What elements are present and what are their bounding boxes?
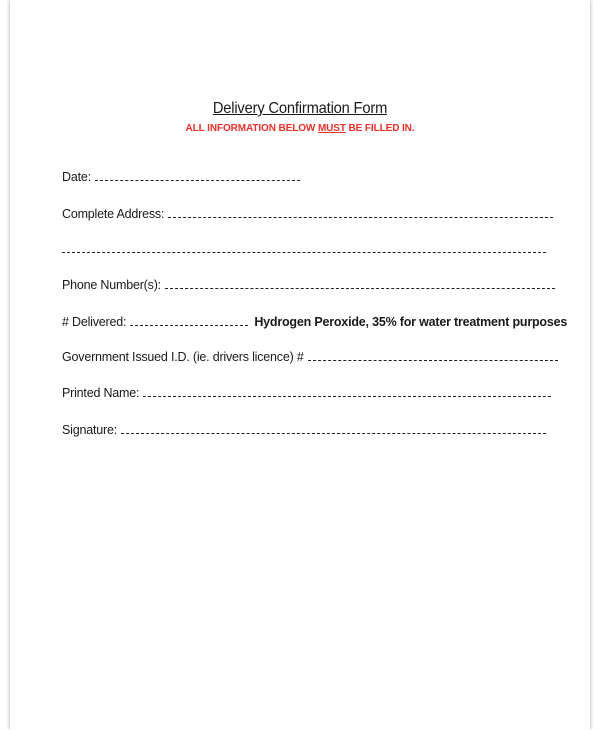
delivered-field[interactable] — [130, 325, 248, 326]
phone-label: Phone Number(s): — [62, 278, 161, 292]
notice-text-start: ALL INFORMATION BELOW — [185, 123, 318, 134]
date-row — [62, 166, 300, 184]
product-text: Hydrogen Peroxide, 35% for water treatment purposes — [254, 315, 568, 329]
phone-row — [62, 274, 555, 292]
gov-id-field[interactable] — [308, 360, 558, 361]
address-field[interactable] — [168, 217, 553, 218]
printed-name-field[interactable] — [143, 396, 551, 397]
notice-text-end: BE FILLED IN. — [345, 123, 415, 134]
signature-label: Signature: — [62, 423, 117, 437]
signature-field[interactable] — [121, 433, 546, 434]
printed-name-row — [62, 382, 551, 400]
date-field[interactable] — [95, 180, 300, 181]
phone-field[interactable] — [165, 288, 555, 289]
delivered-label: # Delivered: — [62, 315, 127, 329]
signature-row — [62, 419, 546, 437]
printed-name-label: Printed Name: — [62, 386, 140, 400]
notice-must: MUST — [317, 123, 346, 134]
address-field-line-2[interactable] — [62, 252, 546, 253]
delivered-row — [62, 311, 567, 329]
address-row-2 — [62, 238, 546, 256]
date-label: Date: — [62, 170, 91, 184]
gov-id-label: Government Issued I.D. (ie. drivers licence) # — [62, 350, 304, 364]
address-row — [62, 203, 553, 221]
form-title: Delivery Confirmation Form — [212, 100, 388, 117]
gov-id-row — [62, 346, 558, 364]
address-label: Complete Address: — [62, 207, 165, 221]
form-notice — [0, 123, 600, 134]
